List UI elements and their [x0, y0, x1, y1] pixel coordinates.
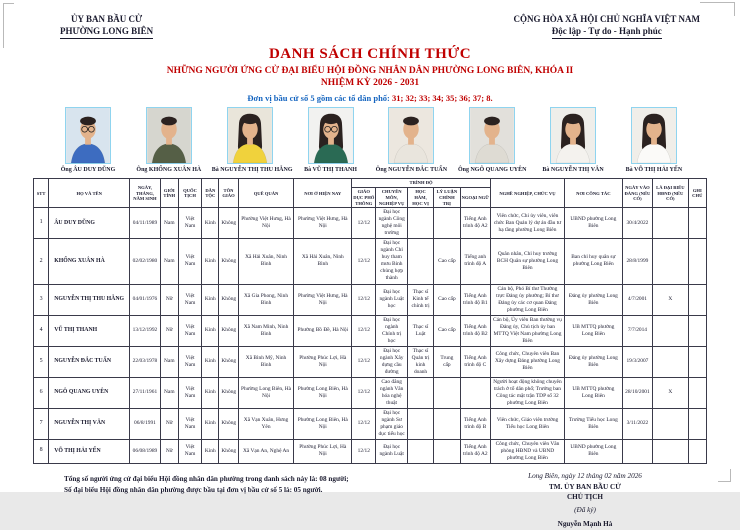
cell-edu: 12/12: [352, 239, 376, 284]
col-language: NGOẠI NGỮ: [460, 188, 490, 208]
cell-ethnicity: Kinh: [202, 408, 219, 439]
cell-hometown: Phường Long Biên, Hà Nội: [238, 377, 294, 408]
candidate-card: [211, 107, 293, 174]
cell-edu: 12/12: [352, 408, 376, 439]
summary-block: [64, 471, 349, 530]
col-residence: NƠI Ở HIỆN NAY: [294, 179, 352, 208]
cell-delegate: [653, 315, 688, 346]
col-note: GHI CHÚ: [688, 179, 706, 208]
cell-residence: Phường Long Biên, Hà Nội: [294, 408, 352, 439]
candidate-table: [33, 178, 707, 463]
col-hometown: QUÊ QUÁN: [238, 179, 294, 208]
cell-gender: Nữ: [160, 439, 178, 463]
cell-dob: 27/11/1961: [130, 377, 160, 408]
cell-nationality: Việt Nam: [178, 239, 201, 284]
cell-ethnicity: Kinh: [202, 315, 219, 346]
cell-politics: [434, 439, 460, 463]
cell-religion: Không: [219, 239, 238, 284]
cell-name: NGUYỄN ĐẮC TUẤN: [49, 346, 130, 377]
candidate-card: [50, 107, 126, 173]
cell-name: VÕ THỊ HẢI YẾN: [49, 439, 130, 463]
cell-party-date: 28/10/2001: [622, 377, 652, 408]
candidate-card: [616, 107, 692, 173]
cell-stt: 8: [34, 439, 49, 463]
col-nationality: QUỐC TỊCH: [178, 179, 201, 208]
cell-occupation: Người hoạt động không chuyên trách ở tổ dân phố; Trưởng ban Công tác mặt trận TDP số 32 phường Long Biên: [490, 377, 564, 408]
candidate-caption: Bà NGUYỄN THỊ THU HẰNG: [211, 167, 293, 174]
cell-professional: Đại học ngành Công nghệ môi trường: [376, 208, 407, 239]
cell-language: Tiếng Anh trình độ A2: [460, 439, 490, 463]
cell-edu: 12/12: [352, 439, 376, 463]
cell-language: Tiếng Anh trình độ B: [460, 408, 490, 439]
election-unit-numbers: 31; 32; 33; 34; 35; 36; 37; 8.: [389, 92, 493, 103]
cell-degree: [407, 208, 433, 239]
cell-religion: Không: [219, 315, 238, 346]
letterhead: [0, 0, 740, 39]
cell-note: [688, 208, 706, 239]
national-motto: [514, 13, 700, 39]
cell-politics: Cao cấp: [434, 315, 460, 346]
cell-residence: Phường Việt Hưng, Hà Nội: [294, 284, 352, 315]
cell-stt: 5: [34, 346, 49, 377]
cell-stt: 2: [34, 239, 49, 284]
cell-note: [688, 377, 706, 408]
cell-degree: Thạc sĩ Luật: [407, 315, 433, 346]
col-occupation: NGHỀ NGHIỆP, CHỨC VỤ: [490, 179, 564, 208]
cell-workplace: Ban chỉ huy quân sự phường Long Biên: [564, 239, 622, 284]
title-block: [0, 45, 740, 103]
cell-religion: Không: [219, 377, 238, 408]
cell-residence: Phường Việt Hưng, Hà Nội: [294, 208, 352, 239]
cell-politics: Cao cấp: [434, 239, 460, 284]
col-religion: TÔN GIÁO: [219, 179, 238, 208]
cell-hometown: Xã Gia Phong, Ninh Bình: [238, 284, 294, 315]
candidate-caption: Ông NGÔ QUANG UYÊN: [457, 167, 527, 174]
cell-note: [688, 439, 706, 463]
cell-delegate: X: [653, 284, 688, 315]
cell-religion: Không: [219, 439, 238, 463]
cell-stt: 6: [34, 377, 49, 408]
election-unit-line: [0, 93, 740, 104]
cell-nationality: Việt Nam: [178, 408, 201, 439]
cell-delegate: [653, 346, 688, 377]
cell-stt: 1: [34, 208, 49, 239]
cell-nationality: Việt Nam: [178, 439, 201, 463]
cell-nationality: Việt Nam: [178, 346, 201, 377]
cell-party-date: 30/4/2022: [622, 208, 652, 239]
cell-professional: Đại học ngành Luật: [376, 439, 407, 463]
cell-professional: Đại học ngành Xây dựng cầu đường: [376, 346, 407, 377]
document-subtitle: NHỮNG NGƯỜI ỨNG CỬ ĐẠI BIỂU HỘI ĐỒNG NHÂN DÂN PHƯỜNG LONG BIÊN, KHÓA II: [166, 66, 574, 77]
cell-edu: 12/12: [352, 208, 376, 239]
cell-occupation: Công chức, Chuyên viên Ban Xây dựng Đảng phường Long Biên: [490, 346, 564, 377]
col-workplace: NƠI CÔNG TÁC: [564, 179, 622, 208]
cell-degree: [407, 239, 433, 284]
cell-residence: Phường Phúc Lợi, Hà Nội: [294, 439, 352, 463]
cell-ethnicity: Kinh: [202, 208, 219, 239]
cell-politics: Trung cấp: [434, 346, 460, 377]
cell-workplace: Trường Tiểu học Long Biên: [564, 408, 622, 439]
page-corner-mark: [718, 469, 731, 482]
cell-residence: Phường Long Biên, Hà Nội: [294, 377, 352, 408]
cell-nationality: Việt Nam: [178, 315, 201, 346]
cell-religion: Không: [219, 346, 238, 377]
cell-language: Tiếng anh trình độ A: [460, 239, 490, 284]
candidate-card: [293, 107, 369, 173]
cell-hometown: Phường Việt Hưng, Hà Nội: [238, 208, 294, 239]
cell-gender: Nam: [160, 377, 178, 408]
col-politics: LÝ LUẬN CHÍNH TRỊ: [434, 188, 460, 208]
candidate-photo: [631, 107, 677, 164]
cell-religion: Không: [219, 408, 238, 439]
col-group-qualification: TRÌNH ĐỘ: [352, 179, 491, 188]
candidate-card: [535, 107, 611, 173]
candidate-card: [454, 107, 530, 173]
col-party-date: NGÀY VÀO ĐẢNG (NẾU CÓ): [622, 179, 652, 208]
signing-org: TM. ỦY BAN BẦU CỬ: [549, 482, 621, 491]
page-corner-mark: [700, 2, 735, 16]
candidate-caption: Bà NGUYỄN THỊ VÂN: [542, 167, 604, 174]
candidate-caption: Ông ÂU DUY DŨNG: [60, 167, 116, 174]
cell-occupation: Viên chức, Chi ủy viên, viên chức Ban Quản lý dự án đầu tư hạ tầng phường Long Biên: [490, 208, 564, 239]
cell-nationality: Việt Nam: [178, 208, 201, 239]
cell-delegate: [653, 208, 688, 239]
candidate-photos-row: [0, 103, 740, 173]
cell-occupation: Viên chức, Giáo viên trường Tiểu học Long Biên: [490, 408, 564, 439]
cell-edu: 12/12: [352, 346, 376, 377]
document-title: DANH SÁCH CHÍNH THỨC: [268, 46, 472, 63]
candidate-caption: Bà VÕ THỊ HẢI YẾN: [625, 167, 683, 174]
cell-gender: Nam: [160, 346, 178, 377]
cell-dob: 04/01/1976: [130, 284, 160, 315]
cell-occupation: Cán bộ, Ủy viên Ban thường vụ Đảng ủy, Chủ tịch ủy ban MTTQ Việt Nam phường Long Biên: [490, 315, 564, 346]
cell-note: [688, 315, 706, 346]
table-row: [34, 439, 707, 463]
cell-hometown: Xã Bình Mỹ, Ninh Bình: [238, 346, 294, 377]
cell-language: Tiếng Anh trình độ C: [460, 346, 490, 377]
candidate-caption: Ông KHỔNG XUÂN HÀ: [136, 167, 202, 174]
cell-occupation: Quân nhân, Chỉ huy trưởng BCH Quân sự phường Long Biên: [490, 239, 564, 284]
cell-occupation: Công chức, Chuyên viên Văn phòng HĐND và UBND phường Long Biên: [490, 439, 564, 463]
cell-name: NGUYỄN THỊ VÂN: [49, 408, 130, 439]
candidate-caption: Ông NGUYỄN ĐẮC TUẤN: [375, 167, 448, 174]
candidate-card: [373, 107, 449, 173]
table-row: [34, 408, 707, 439]
cell-note: [688, 408, 706, 439]
cell-ethnicity: Kinh: [202, 346, 219, 377]
table-row: [34, 239, 707, 284]
candidate-photo: [469, 107, 515, 164]
candidate-photo: [550, 107, 596, 164]
cell-stt: 3: [34, 284, 49, 315]
candidate-photo: [308, 107, 354, 164]
cell-party-date: 28/8/1999: [622, 239, 652, 284]
cell-hometown: Xã Vạn An, Nghệ An: [238, 439, 294, 463]
cell-name: ÂU DUY DŨNG: [49, 208, 130, 239]
cell-party-date: 3/11/2022: [622, 408, 652, 439]
cell-degree: [407, 377, 433, 408]
candidate-photo: [65, 107, 111, 164]
cell-religion: Không: [219, 208, 238, 239]
cell-dob: 02/02/1980: [130, 239, 160, 284]
cell-ethnicity: Kinh: [202, 377, 219, 408]
cell-delegate: [653, 439, 688, 463]
authority-line1: ỦY BAN BẦU CỬ: [71, 14, 143, 24]
cell-dob: 06/08/1989: [130, 439, 160, 463]
cell-party-date: 4/7/2001: [622, 284, 652, 315]
cell-dob: 04/11/1989: [130, 208, 160, 239]
signer-name: Nguyễn Mạnh Hà: [557, 520, 613, 529]
cell-politics: [434, 377, 460, 408]
cell-note: [688, 346, 706, 377]
cell-residence: Phường Bồ Đề, Hà Nội: [294, 315, 352, 346]
cell-ethnicity: Kinh: [202, 439, 219, 463]
candidate-table-wrap: [0, 173, 740, 463]
cell-ethnicity: Kinh: [202, 239, 219, 284]
footer: [0, 464, 740, 530]
cell-hometown: Xã Nam Minh, Ninh Bình: [238, 315, 294, 346]
cell-nationality: Việt Nam: [178, 284, 201, 315]
signer-role: CHỦ TỊCH: [566, 493, 603, 502]
cell-dob: 06/8/1991: [130, 408, 160, 439]
cell-gender: Nữ: [160, 284, 178, 315]
cell-language: Tiếng Anh trình độ A2: [460, 208, 490, 239]
national-line2: Độc lập - Tự do - Hạnh phúc: [552, 25, 662, 39]
cell-workplace: UB MTTQ phường Long Biên: [564, 315, 622, 346]
table-body: [34, 208, 707, 464]
cell-professional: Đại học ngành Sư phạm giáo dục tiểu học: [376, 408, 407, 439]
cell-degree: Thạc sĩ Quản trị kinh doanh: [407, 346, 433, 377]
cell-nationality: Việt Nam: [178, 377, 201, 408]
cell-delegate: X: [653, 377, 688, 408]
candidate-caption: Bà VŨ THỊ THANH: [304, 167, 357, 174]
col-gender: GIỚI TÍNH: [160, 179, 178, 208]
signature-block: [470, 471, 700, 530]
cell-professional: Đại học ngành Chỉ huy tham mưu Binh chủng hợp thành: [376, 239, 407, 284]
cell-politics: [434, 208, 460, 239]
col-dob: NGÀY, THÁNG, NĂM SINH: [130, 179, 160, 208]
cell-language: Tiếng Anh trình độ B1: [460, 284, 490, 315]
col-edu: GIÁO DỤC PHỔ THÔNG: [352, 188, 376, 208]
issuing-authority: [60, 13, 153, 39]
cell-workplace: UB MTTQ phường Long Biên: [564, 377, 622, 408]
cell-edu: 12/12: [352, 377, 376, 408]
cell-workplace: UBND phường Long Biên: [564, 208, 622, 239]
col-delegate: LÀ ĐẠI BIỂU HĐND (NẾU CÓ): [653, 179, 688, 208]
table-row: [34, 346, 707, 377]
cell-gender: Nam: [160, 208, 178, 239]
cell-note: [688, 284, 706, 315]
cell-delegate: [653, 239, 688, 284]
cell-ethnicity: Kinh: [202, 284, 219, 315]
cell-name: KHỔNG XUÂN HÀ: [49, 239, 130, 284]
cell-politics: [434, 408, 460, 439]
cell-gender: Nữ: [160, 408, 178, 439]
cell-dob: 22/03/1978: [130, 346, 160, 377]
authority-line2: PHƯỜNG LONG BIÊN: [60, 25, 153, 39]
table-header: [34, 179, 707, 208]
cell-delegate: [653, 408, 688, 439]
cell-language: Tiếng Anh trình độ B2: [460, 315, 490, 346]
cell-name: NGUYỄN THỊ THU HẰNG: [49, 284, 130, 315]
table-row: [34, 208, 707, 239]
summary-line1: Tổng số người ứng cử đại biểu Hội đồng nhân dân phường trong danh sách này là: 08 người;: [64, 474, 349, 483]
col-stt: STT: [34, 179, 49, 208]
candidate-photo: [227, 107, 273, 164]
cell-professional: Cao đẳng ngành Văn hóa nghệ thuật: [376, 377, 407, 408]
cell-professional: Đại học ngành Luật học: [376, 284, 407, 315]
page-corner-mark: [3, 3, 14, 48]
cell-workplace: UBND phường Long Biên: [564, 439, 622, 463]
cell-party-date: 7/7/2014: [622, 315, 652, 346]
cell-workplace: Đảng ủy phường Long Biên: [564, 284, 622, 315]
table-row: [34, 315, 707, 346]
cell-gender: Nam: [160, 239, 178, 284]
cell-degree: [407, 439, 433, 463]
cell-edu: 12/12: [352, 315, 376, 346]
election-unit-prefix: Đơn vị bầu cử số 5 gồm các tổ dân phố:: [247, 92, 390, 103]
cell-hometown: Xã Hải Xuân, Ninh Bình: [238, 239, 294, 284]
candidate-photo: [388, 107, 434, 164]
cell-residence: Xã Hải Xuân, Ninh Bình: [294, 239, 352, 284]
col-name: HỌ VÀ TÊN: [49, 179, 130, 208]
table-row: [34, 284, 707, 315]
cell-language: [460, 377, 490, 408]
table-row: [34, 377, 707, 408]
cell-name: VŨ THỊ THANH: [49, 315, 130, 346]
candidate-card: [131, 107, 207, 173]
cell-party-date: 19/3/2007: [622, 346, 652, 377]
cell-workplace: Đảng ủy phường Long Biên: [564, 346, 622, 377]
cell-name: NGÔ QUANG UYÊN: [49, 377, 130, 408]
cell-party-date: [622, 439, 652, 463]
cell-occupation: Cán bộ, Phó Bí thư Thường trực Đảng ủy phường; Bí thư Đảng ủy các cơ quan Đảng phường Long Biên: [490, 284, 564, 315]
date-line: Long Biên, ngày 12 tháng 02 năm 2026: [528, 471, 642, 480]
signed-note: (Đã ký): [574, 506, 596, 515]
cell-stt: 7: [34, 408, 49, 439]
cell-gender: Nữ: [160, 315, 178, 346]
cell-residence: Phường Phúc Lợi, Hà Nội: [294, 346, 352, 377]
cell-politics: Cao cấp: [434, 284, 460, 315]
cell-hometown: Xã Vạn Xuân, Hưng Yên: [238, 408, 294, 439]
cell-edu: 12/12: [352, 284, 376, 315]
candidate-photo: [146, 107, 192, 164]
cell-religion: Không: [219, 284, 238, 315]
summary-line2: Số đại biểu Hội đồng nhân dân phường được bầu tại đơn vị bầu cử số 5 là: 05 người.: [64, 486, 323, 495]
cell-professional: Đại học ngành Chính trị học: [376, 315, 407, 346]
document-term: NHIỆM KỲ 2026 - 2031: [320, 77, 420, 88]
col-ethnicity: DÂN TỘC: [202, 179, 219, 208]
national-line1: CỘNG HÒA XÃ HỘI CHỦ NGHĨA VIỆT NAM: [513, 14, 700, 24]
col-degree: HỌC HÀM, HỌC VỊ: [407, 188, 433, 208]
cell-degree: Thạc sĩ Kinh tế chính trị: [407, 284, 433, 315]
col-professional: CHUYÊN MÔN, NGHIỆP VỤ: [376, 188, 407, 208]
cell-note: [688, 239, 706, 284]
cell-degree: [407, 408, 433, 439]
cell-dob: 13/12/1992: [130, 315, 160, 346]
cell-stt: 4: [34, 315, 49, 346]
